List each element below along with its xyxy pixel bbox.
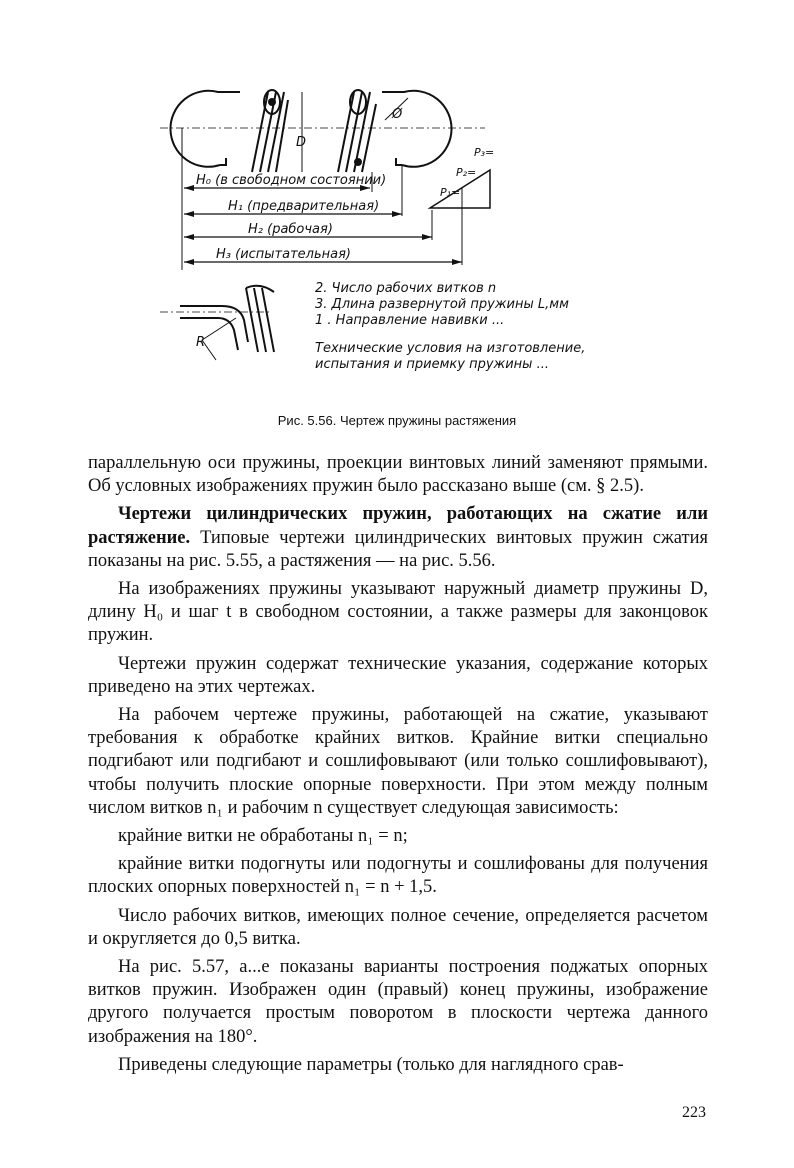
phi-label: Ø xyxy=(392,107,403,122)
paragraph-tech-notes: Чертежи пружин содержат технические указания, содержание которых приведено на этих чертежах. xyxy=(88,653,708,697)
run-in-heading: Чертежи цилиндрических пружин, работающих на сжатие или растяжение. xyxy=(88,504,708,548)
spring-drawing-figure xyxy=(140,80,660,400)
paragraph-continuation: параллельную оси пружины, проекции винтовых линий заменяют прямыми. Об условных изображениях пружин было рассказано выше (см. § 2.5). xyxy=(88,453,708,497)
paragraph-text: Типовые чертежи цилиндрических винтовых пружин сжатия показаны на рис. 5.55, а растяжения — на рис. 5.56. xyxy=(88,527,708,571)
note-working-coils: 2. Число рабочих витков n xyxy=(315,281,497,296)
diameter-label: D xyxy=(296,135,307,150)
spring-drawing xyxy=(140,80,660,400)
p1-label: P₁= xyxy=(440,186,461,199)
note-winding-direction: 1 . Направление навивки ... xyxy=(315,313,505,328)
page-number: 223 xyxy=(682,1104,706,1121)
paragraph-heading-drawings xyxy=(88,503,708,573)
h3-label: H₃ (испытательная) xyxy=(216,247,351,262)
body-text xyxy=(88,452,708,1082)
note-technical-conditions: Технические условия на изготовление, xyxy=(315,341,586,356)
figure-caption: Рис. 5.56. Чертеж пружины растяжения xyxy=(277,413,517,428)
h0-label: H₀ (в свободном состоянии) xyxy=(196,173,387,188)
paragraph-working-coils: Число рабочих витков, имеющих полное сечение, определяется расчетом и округляется до 0,5 витка. xyxy=(88,905,708,949)
paragraph-coil-treatment: На рабочем чертеже пружины, работающей на сжатие, указывают требования к обработке крайних витков. Крайние витки специально подгибают или подгибают и сошлифовывают (или только сошлифовывают), чтобы получить плоские опорные поверхности. При этом между полным числом витков n₁ и рабочим n существует следующая зависимость: xyxy=(88,705,708,818)
radius-label: R xyxy=(196,335,206,350)
p2-label: P₂= xyxy=(456,166,477,179)
note-spring-length: 3. Длина развернутой пружины L,мм xyxy=(315,297,569,312)
paragraph-treated: крайние витки подогнуты или подогнуты и сошлифованы для получения плоских опорных поверхностей n₁ = n + 1,5. xyxy=(88,854,708,898)
paragraph-dimensions: На изображениях пружины указывают наружный диаметр пружины D, длину H₀ и шаг t в свободном состоянии, а также размеры для законцовок пружин. xyxy=(88,579,708,646)
p3-label: P₃= xyxy=(474,146,495,159)
note-testing-acceptance: испытания и приемку пружины ... xyxy=(315,357,549,372)
h2-label: H₂ (рабочая) xyxy=(248,222,333,237)
paragraph-figure-variants: На рис. 5.57, а...е показаны варианты построения поджатых опорных витков пружин. Изображен один (правый) конец пружины, изображение другого получается простым поворотом в плоскости чертежа данного изображения на 180°. xyxy=(88,957,708,1047)
paragraph-not-treated: крайние витки не обработаны n₁ = n; xyxy=(118,826,408,847)
h1-label: H₁ (предварительная) xyxy=(228,199,380,214)
paragraph-parameters: Приведены следующие параметры (только для наглядного срав- xyxy=(118,1054,624,1075)
